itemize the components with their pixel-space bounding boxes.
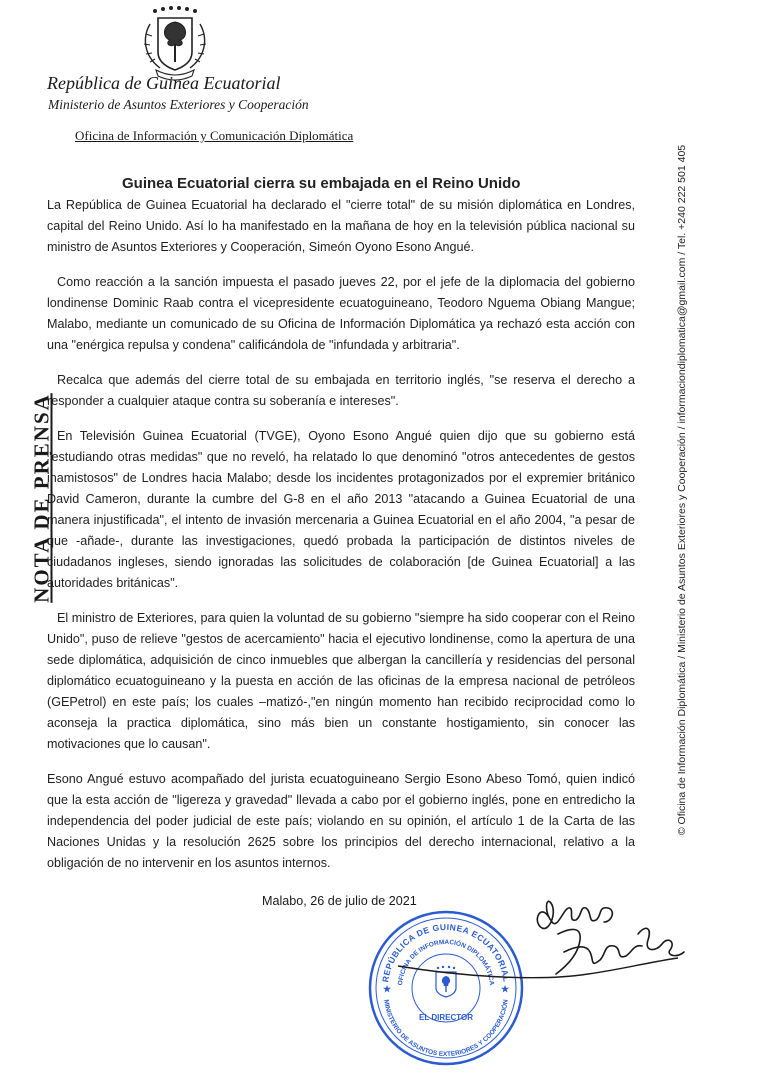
- svg-text:★: ★: [382, 984, 392, 994]
- paragraph-6: Esono Angué estuvo acompañado del jurista ecuatoguineano Sergio Esono Abeso Tomó, quien indicó que la esta acción de "ligereza y gravedad" llevada a cabo por el gobierno inglés, pone en entredicho la independencia del poder judicial de este país; violando en su opinión, el artículo 1 de la Carta de las Naciones Unidas y la resolución 2625 sobre los principios del derecho internacional, relativo a la obligación de no intervenir en los asuntos internos.: [47, 772, 635, 870]
- paragraph-5: El ministro de Exteriores, para quien la voluntad de su gobierno "siempre ha sido cooperar con el Reino Unido", puso de relieve "gestos de acercamiento" hacia el ejecutivo londinense, como la apertura de una sede diplomática, adquisición de cinco inmuebles que albergan la cancillería y residencias del personal diplomático ecuatoguineano y la puesta en acción de las oficinas de la empresa nacional de petróleos (GEPetrol) en este país; los cuales –matizó-,"en ningún momento han recibido reciprocidad como lo aconseja la practica diplomática, sino más bien un constante hostigamiento, sin conocer las motivaciones que lo causan".: [47, 611, 635, 751]
- paragraph-2: Como reacción a la sanción impuesta el pasado jueves 22, por el jefe de la diplomacia del gobierno londinense Dominic Raab contra el vicepresidente ecuatoguineano, Teodoro Nguema Obiang Mangue; Malabo, mediante un comunicado de su Oficina de Información Diplomática ya rechazó esta acción con una "enérgica repulsa y condena" calificándola de "infundada y arbitraria".: [47, 275, 635, 352]
- contact-footer-vertical: [662, 100, 702, 880]
- paragraph-4: En Televisión Guinea Ecuatorial (TVGE), Oyono Esono Angué quien dijo que su gobierno está "estudiando otras medidas" que no reveló, ha relatado lo que denominó "otros antecedentes de gestos inamistosos" de Londres hacia Malabo; desde los incidentes protagonizados por el expremier británico David Cameron, durante la cumbre del G-8 en el año 2013 "atacando a Guinea Ecuatorial de una manera injustificada", el intento de invasión mercenaria a Guinea Ecuatorial en el año 2004, "a pesar de que -añade-, durante las investigaciones, quedó probada la participación de distintos niveles de ciudadanos ingleses, siendo ignoradas las solicitudes de colaboración [de Guinea Ecuatorial] a las autoridades británicas".: [47, 429, 635, 590]
- ministry-name: Ministerio de Asuntos Exteriores y Cooperación: [48, 97, 309, 112]
- paragraph-1: La República de Guinea Ecuatorial ha declarado el "cierre total" de su misión diplomática en Londres, capital del Reino Unido. Así lo ha manifestado en la mañana de hoy en la televisión pública nacional su ministro de Asuntos Exteriores y Cooperación, Simeón Oyono Esono Angué.: [47, 198, 635, 254]
- seal-inner-text: OFICINA DE INFORMACIÓN DIPLOMÁTICA: [397, 938, 495, 986]
- office-name: Oficina de Información y Comunicación Diplomática: [75, 128, 354, 143]
- signature-stroke: [388, 918, 688, 988]
- svg-text:★: ★: [500, 984, 510, 994]
- date-line: Malabo, 26 de julio de 2021: [262, 894, 417, 908]
- seal-role-text: EL DIRECTOR: [419, 1013, 473, 1022]
- coat-of-arms-icon: [132, 4, 218, 82]
- paragraph-3: Recalca que además del cierre total de su embajada en territorio inglés, "se reserva el derecho a responder a cualquier ataque contra su soberanía e intereses".: [47, 373, 635, 408]
- headline: Guinea Ecuatorial cierra su embajada en el Reino Unido: [122, 175, 521, 192]
- seal-bottom-text: MINISTERIO DE ASUNTOS EXTERIORES Y COOPERACIÓN: [382, 999, 510, 1059]
- country-title: República de Guinea Ecuatorial: [47, 73, 281, 93]
- seal-outer-text: REPÚBLICA DE GUINEA ECUATORIAL: [380, 921, 512, 983]
- contact-line: © Oficina de Información Diplomática / Ministerio de Asuntos Exteriores y Cooperación / informaciondiplomatica@gmail.com / Tel. +240 222 501 405: [676, 144, 688, 836]
- article-body: [47, 195, 635, 888]
- press-release-label-text: NOTA DE PRENSA: [29, 393, 54, 603]
